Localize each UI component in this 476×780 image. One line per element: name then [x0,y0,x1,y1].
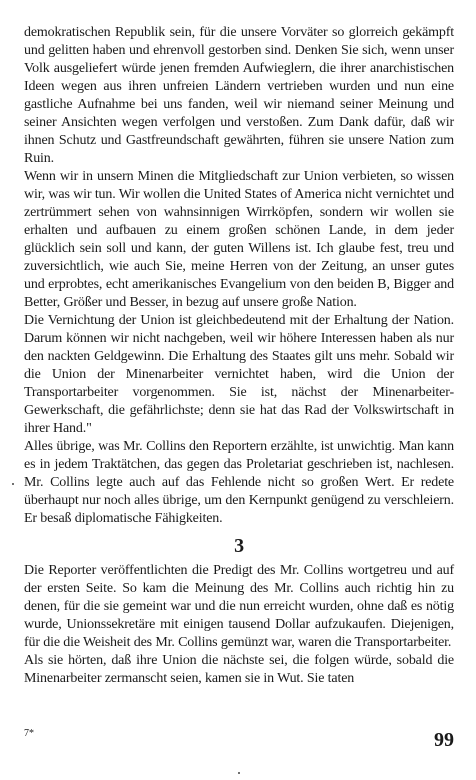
paragraph-5: Die Reporter veröffentlichten die Predigt des Mr. Collins wortgetreu und auf der ersten Seite. So kam die Meinung des Mr. Collins auch richtig hin zu denen, für die sie gemeint war und die nun erreicht wurden, ohne daß es nötig wurde, Unionssekretäre mit einigen tausend Dollar aufzukaufen. Diejenigen, für die die Weisheit des Mr. Collins gemünzt war, waren die Transportarbeiter. [24,563,454,650]
print-speck [238,772,240,774]
print-speck [12,483,14,485]
paragraph-2: Wenn wir in unsern Minen die Mitgliedschaft zur Union verbieten, so wissen wir, was wir tun. Wir wollen die United States of America nicht vernichtet und zertrümmert sehen von wahnsinnigen Wirrköpfen, sondern wir wollen sie erhalten und aufbauen zu einem großen schönen Lande, in dem jeder glücklich sein soll und kann, der guten Willens ist. Ich glaube fest, treu und zuversichtlich, wie auch Sie, meine Herren von der Zeitung, an unser gutes und erprobtes, echt amerikanisches Evangelium von den beiden B, Bigger and Better, Größer und Besser, in bezug auf unsere große Nation. [24,169,454,310]
printer-signature-mark: 7* [24,728,34,739]
paragraph-6: Als sie hörten, daß ihre Union die nächste sei, die folgen würde, sobald die Minenarbeiter zermanscht seien, kamen sie in Wut. Sie taten [24,653,454,686]
paragraph-4: Alles übrige, was Mr. Collins den Reportern erzählte, ist unwichtig. Man kann es in jedem Traktätchen, das gegen das Proletariat geschrieben ist, nachlesen. Mr. Collins legte auch auf das Fehlende nicht so großen Wert. Er redete überhaupt nur noch alles übrige, um den Kernpunkt genügend zu verschleiern. Er besaß diplomatische Fähigkeiten. [24,439,454,526]
paragraph-1: demokratischen Republik sein, für die unsere Vorväter so glorreich gekämpft und gelitten haben und ehrenvoll gestorben sind. Denken Sie sich, wenn unser Volk ausgeliefert würde jenen fremden Aufwieglern, die ihrer anarchistischen Ideen wegen aus ihren unfreien Ländern vertrieben wurden und nun eine gastliche Aufnahme bei uns fanden, weil wir niemand seiner Meinung und seiner Ansichten wegen verfolgen und verstoßen. Zum Dank dafür, daß wir ihnen Schutz und Gastfreundschaft gewährten, führen sie unsere Nation zum Ruin. [24,25,454,166]
section-number: 3 [234,535,244,557]
paragraph-3: Die Vernichtung der Union ist gleichbedeutend mit der Erhaltung der Nation. Darum können wir nicht nachgeben, weil wir höhere Interessen haben als nur den nackten Geldgewinn. Die Erhaltung des Staates gilt uns mehr. Sobald wir die Union der Minenarbeiter vernichtet haben, wird die Union der Transportarbeiter vorgenommen. Sie ist, nächst der Minenarbeiter-Gewerkschaft, die gefährlichste; denn sie hat das Rad der Volkswirtschaft in ihrer Hand." [24,313,454,436]
body-text [24,24,454,688]
page-number: 99 [434,729,454,751]
